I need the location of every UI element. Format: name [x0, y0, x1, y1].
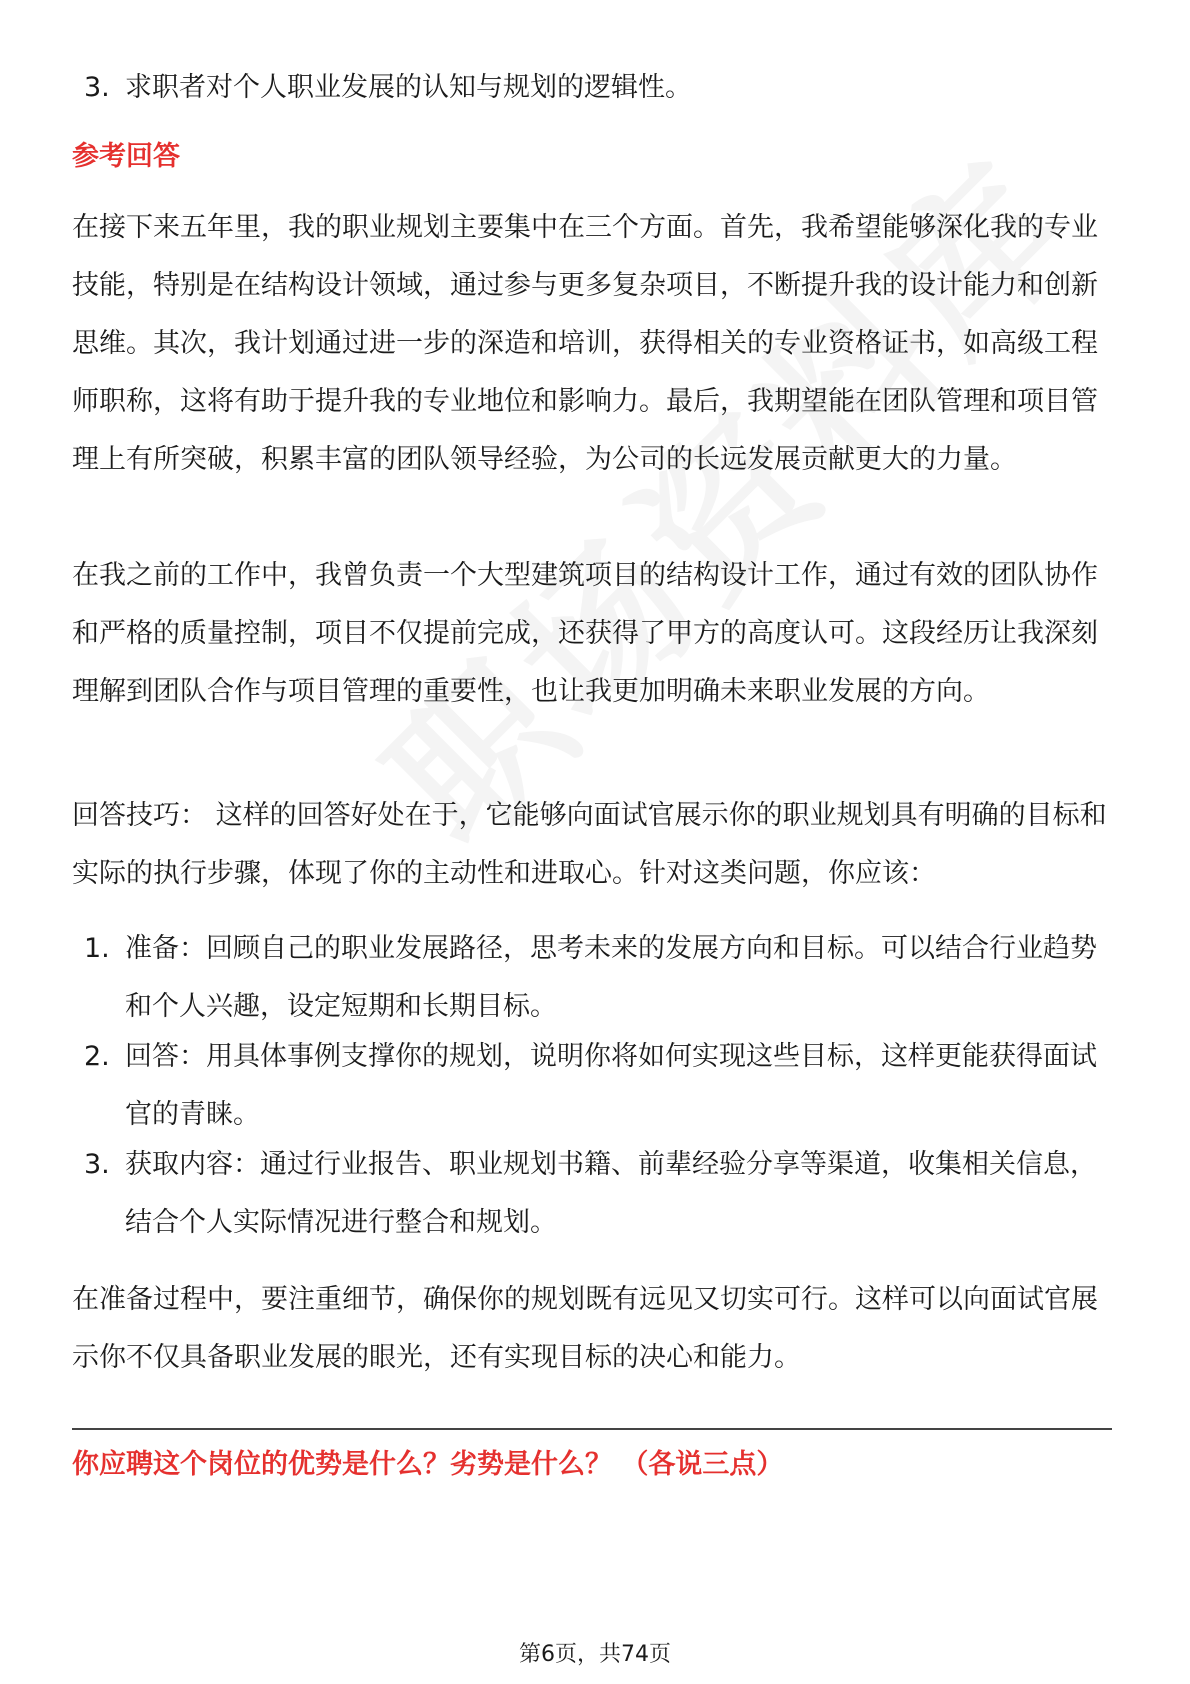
- list-number: 2.: [84, 1041, 110, 1072]
- answer-paragraph-1: 在接下来五年里，我的职业规划主要集中在三个方面。首先，我希望能够深化我的专业技能，特别是在结构设计领域，通过参与更多复杂项目，不断提升我的设计能力和创新思维。其次，我计划通过进一步的深造和培训，获得相关的专业资格证书，如高级工程师职称，这将有助于提升我的专业地位和影响力。最后，我期望能在团队管理和项目管理上有所突破，积累丰富的团队领导经验，为公司的长远发展贡献更大的力量。: [72, 212, 1098, 475]
- list-text: 求职者对个人职业发展的认知与规划的逻辑性。: [125, 72, 692, 103]
- tip-item-1: [84, 920, 1114, 1036]
- list-number: 3.: [84, 72, 110, 103]
- criteria-item-3: [84, 59, 1114, 117]
- tip-item-2: [84, 1028, 1114, 1144]
- answer-paragraph-2: 在我之前的工作中，我曾负责一个大型建筑项目的结构设计工作，通过有效的团队协作和严格的质量控制，项目不仅提前完成，还获得了甲方的高度认可。这段经历让我深刻理解到团队合作与项目管理的重要性，也让我更加明确未来职业发展的方向。: [72, 560, 1098, 707]
- closing-paragraph: 在准备过程中，要注重细节，确保你的规划既有远见又切实可行。这样可以向面试官展示你不仅具备职业发展的眼光，还有实现目标的决心和能力。: [72, 1284, 1098, 1373]
- list-number: 1.: [84, 933, 110, 964]
- list-text: 获取内容：通过行业报告、职业规划书籍、前辈经验分享等渠道，收集相关信息，结合个人实际情况进行整合和规划。: [125, 1149, 1097, 1238]
- list-text: 准备：回顾自己的职业发展路径，思考未来的发展方向和目标。可以结合行业趋势和个人兴趣，设定短期和长期目标。: [125, 933, 1097, 1022]
- answer-tips-intro: 回答技巧： 这样的回答好处在于，它能够向面试官展示你的职业规划具有明确的目标和实际的执行步骤，体现了你的主动性和进取心。针对这类问题，你应该：: [72, 800, 1107, 889]
- answer-heading: 参考回答: [72, 141, 180, 172]
- section-divider: [72, 1428, 1112, 1430]
- next-question-heading: 你应聘这个岗位的优势是什么？劣势是什么？ （各说三点）: [72, 1449, 784, 1480]
- list-number: 3.: [84, 1149, 110, 1180]
- list-text: 回答：用具体事例支撑你的规划，说明你将如何实现这些目标，这样更能获得面试官的青睐。: [125, 1041, 1097, 1130]
- tip-item-3: [84, 1136, 1114, 1252]
- page-footer: 第6页，共74页: [519, 1642, 671, 1667]
